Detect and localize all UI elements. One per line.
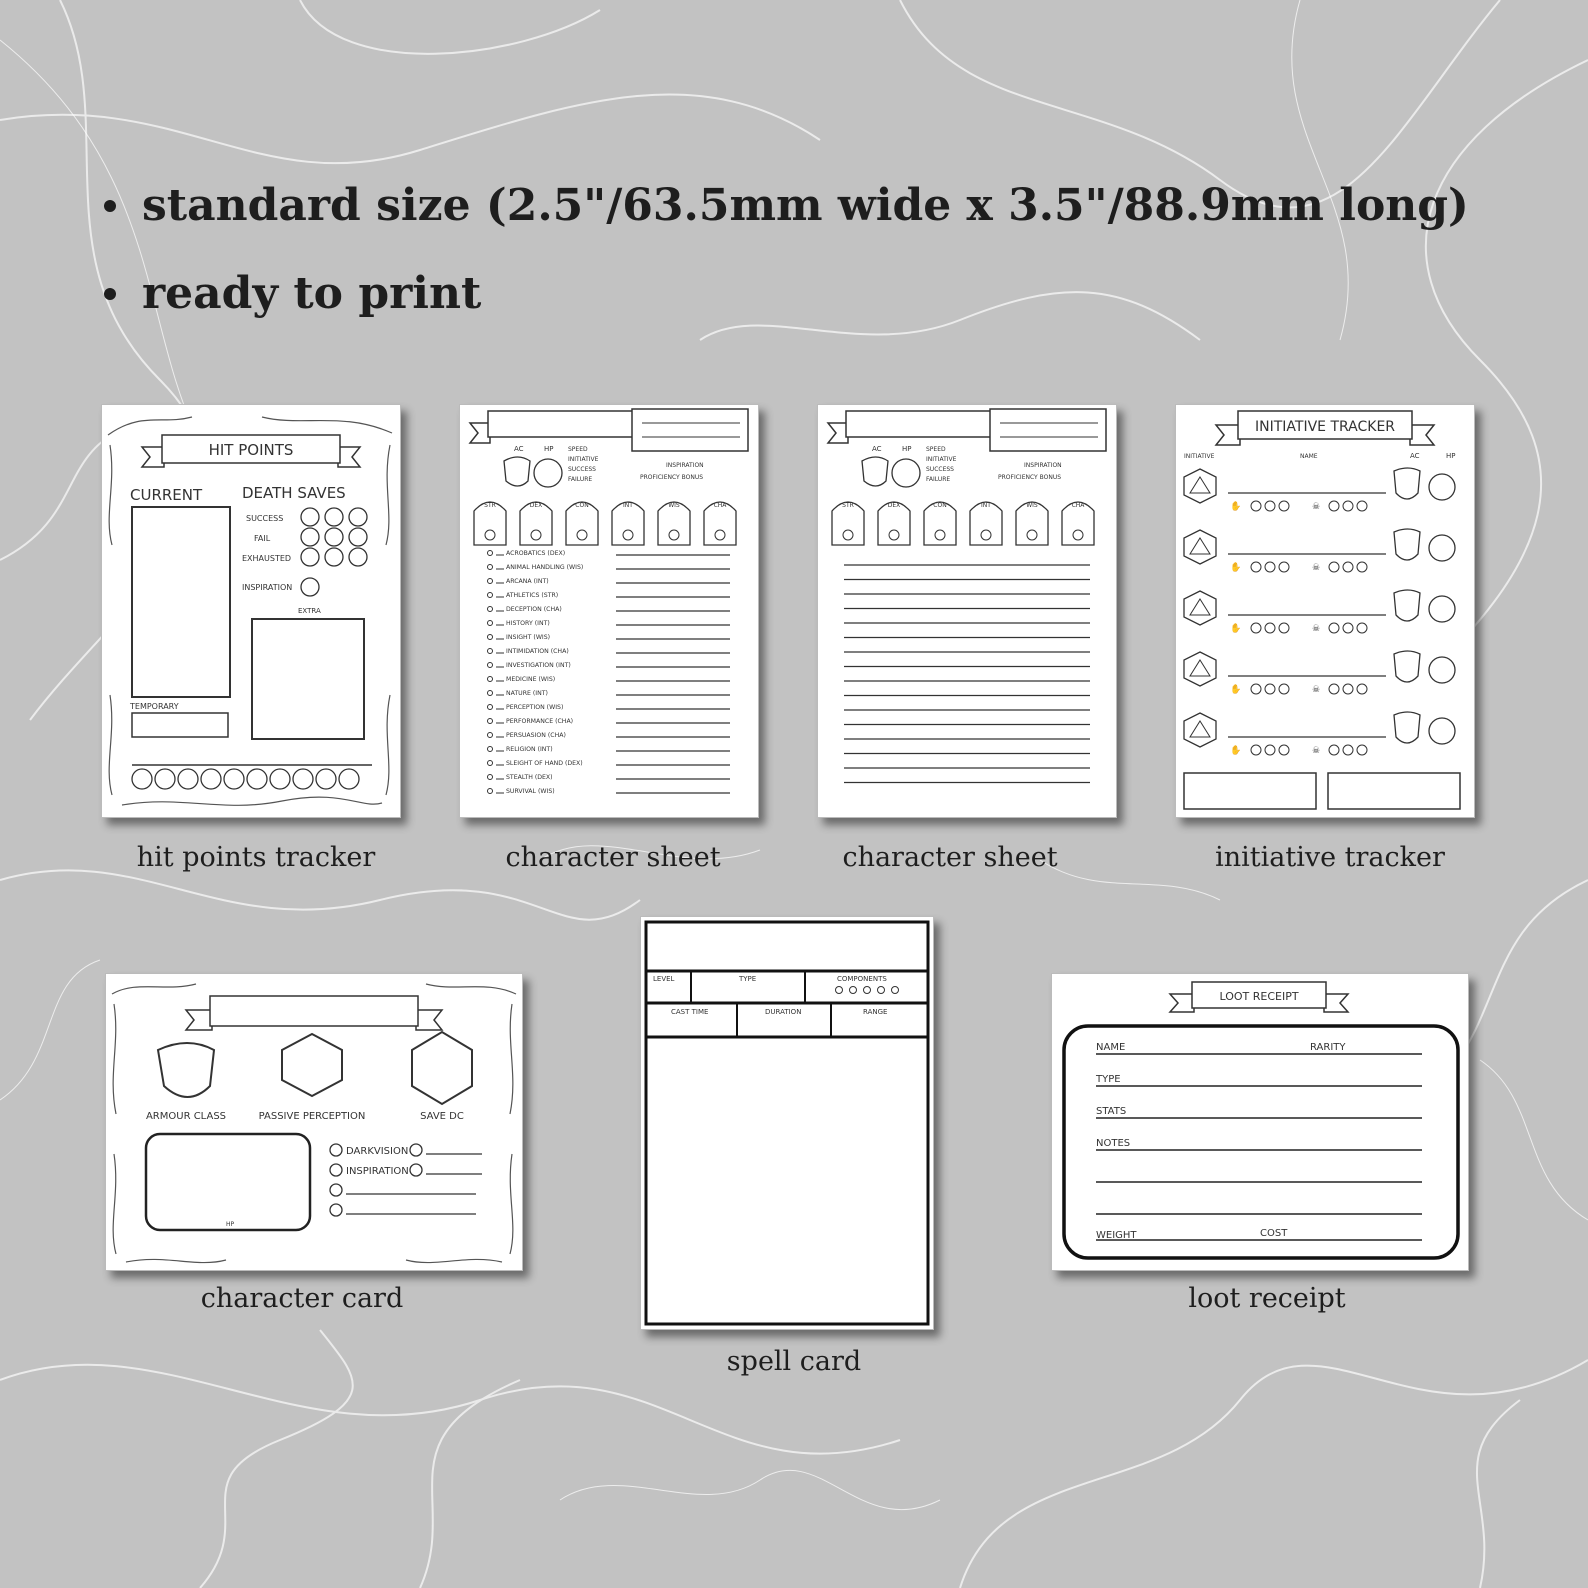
duration-label: DURATION bbox=[765, 1008, 802, 1016]
skill-row[interactable] bbox=[488, 774, 731, 781]
ability-score-cha[interactable] bbox=[704, 502, 736, 545]
thumb-icon: ✋ bbox=[1230, 502, 1242, 512]
skill-label: ACROBATICS (DEX) bbox=[506, 550, 566, 557]
extra-label: EXTRA bbox=[298, 607, 321, 615]
ability-label: STR bbox=[842, 502, 854, 509]
success-label: SUCCESS bbox=[926, 466, 954, 473]
hp-label: HP bbox=[544, 445, 554, 453]
skill-row[interactable] bbox=[488, 760, 731, 767]
initiative-title: INITIATIVE TRACKER bbox=[1254, 419, 1396, 435]
thumb-icon: ✋ bbox=[1230, 746, 1242, 756]
ability-score-con[interactable] bbox=[924, 502, 956, 545]
skill-row[interactable] bbox=[488, 718, 731, 725]
shield-icon bbox=[504, 457, 530, 486]
skill-label: NATURE (INT) bbox=[506, 690, 548, 697]
initiative-tracker-card bbox=[1175, 404, 1475, 818]
failure-label: FAILURE bbox=[926, 476, 951, 483]
loot-title: LOOT RECEIPT bbox=[1219, 990, 1299, 1003]
character-card bbox=[105, 973, 523, 1271]
shield-icon bbox=[1394, 651, 1420, 682]
ability-label: INT bbox=[623, 502, 633, 509]
skill-label: SLEIGHT OF HAND (DEX) bbox=[506, 760, 583, 767]
skill-label: ARCANA (INT) bbox=[506, 578, 549, 585]
ability-label: DEX bbox=[887, 502, 901, 509]
component-circles[interactable] bbox=[836, 987, 899, 994]
caption-character-sheet: character sheet bbox=[505, 842, 721, 873]
skill-label: MEDICINE (WIS) bbox=[506, 676, 556, 683]
caption-hit-points: hit points tracker bbox=[136, 842, 376, 873]
d20-icon bbox=[1184, 713, 1216, 747]
notes-lines[interactable] bbox=[844, 565, 1090, 783]
initiative-label: INITIATIVE bbox=[926, 456, 957, 463]
inspiration-label: INSPIRATION bbox=[242, 583, 293, 592]
skill-label: RELIGION (INT) bbox=[506, 746, 553, 753]
skill-label: DECEPTION (CHA) bbox=[506, 606, 562, 613]
components-label: COMPONENTS bbox=[837, 975, 887, 983]
hp-label: HP bbox=[226, 1221, 235, 1228]
skill-label: HISTORY (INT) bbox=[506, 620, 550, 627]
heart-potion-icon bbox=[1429, 657, 1455, 683]
success-label: SUCCESS bbox=[568, 466, 596, 473]
passive-perception-label: PASSIVE PERCEPTION bbox=[258, 1111, 366, 1122]
weight-label: WEIGHT bbox=[1096, 1230, 1137, 1241]
ability-score-dex[interactable] bbox=[520, 502, 552, 545]
feature-text: standard size (2.5"/63.5mm wide x 3.5"/88.9mm long) bbox=[142, 180, 1469, 231]
heart-potion-icon bbox=[892, 459, 920, 487]
ability-score-int[interactable] bbox=[970, 502, 1002, 545]
inspiration-label: INSPIRATION bbox=[666, 462, 704, 469]
skill-label: PERCEPTION (WIS) bbox=[506, 704, 564, 711]
skill-row[interactable] bbox=[488, 676, 731, 683]
ability-label: CON bbox=[575, 502, 589, 509]
ability-scores bbox=[474, 502, 736, 545]
skill-row[interactable] bbox=[488, 550, 731, 557]
death-save-circles[interactable] bbox=[301, 508, 367, 596]
shield-icon bbox=[158, 1043, 214, 1097]
ability-scores bbox=[832, 502, 1094, 545]
feature-text: ready to print bbox=[142, 268, 482, 319]
skull-icon: ☠ bbox=[1312, 502, 1321, 512]
skills-list bbox=[488, 550, 731, 795]
current-hp-box[interactable] bbox=[132, 507, 230, 697]
initiative-row[interactable] bbox=[1184, 590, 1455, 634]
ability-score-wis[interactable] bbox=[1016, 502, 1048, 545]
caption-spell: spell card bbox=[726, 1346, 862, 1377]
ability-score-str[interactable] bbox=[474, 502, 506, 545]
death-saves-label: DEATH SAVES bbox=[242, 484, 346, 502]
ability-label: CON bbox=[933, 502, 947, 509]
skill-row[interactable] bbox=[488, 746, 731, 753]
type-label: TYPE bbox=[739, 975, 757, 983]
caption-character-sheet-notes: character sheet bbox=[842, 842, 1058, 873]
ability-score-str[interactable] bbox=[832, 502, 864, 545]
skill-label: PERSUASION (CHA) bbox=[506, 732, 566, 739]
skill-row[interactable] bbox=[488, 564, 731, 571]
skill-row[interactable] bbox=[488, 662, 731, 669]
heart-potion-icon bbox=[1429, 535, 1455, 561]
hexagon-icon bbox=[412, 1032, 472, 1104]
name-label: NAME bbox=[1096, 1042, 1126, 1053]
feature-item bbox=[100, 178, 1469, 266]
inspiration-label: INSPIRATION bbox=[1024, 462, 1062, 469]
initiative-row[interactable] bbox=[1184, 529, 1455, 573]
d20-icon bbox=[1184, 591, 1216, 625]
shield-icon bbox=[862, 457, 888, 486]
initiative-rows bbox=[1184, 468, 1455, 756]
speed-label: SPEED bbox=[926, 446, 946, 453]
fail-label: FAIL bbox=[254, 534, 271, 543]
bullet-icon bbox=[104, 288, 116, 300]
shield-icon bbox=[1394, 712, 1420, 743]
feature-list bbox=[100, 178, 1469, 354]
speed-label: SPEED bbox=[568, 446, 588, 453]
loot-receipt-card bbox=[1051, 973, 1469, 1271]
character-sheet-notes-card bbox=[817, 404, 1117, 818]
notes-label: NOTES bbox=[1096, 1138, 1131, 1149]
success-label: SUCCESS bbox=[246, 514, 284, 523]
stats-label: STATS bbox=[1096, 1106, 1127, 1117]
inspiration-label: INSPIRATION bbox=[346, 1166, 409, 1177]
skill-row[interactable] bbox=[488, 592, 731, 599]
skill-row[interactable] bbox=[488, 620, 731, 627]
skill-label: PERFORMANCE (CHA) bbox=[506, 718, 574, 725]
hp-box[interactable] bbox=[146, 1134, 310, 1230]
skill-label: STEALTH (DEX) bbox=[506, 774, 553, 781]
ability-score-int[interactable] bbox=[612, 502, 644, 545]
notes-box-right[interactable] bbox=[1328, 773, 1460, 809]
cast-time-label: CAST TIME bbox=[671, 1008, 709, 1016]
level-label: LEVEL bbox=[653, 975, 675, 983]
skill-row[interactable] bbox=[488, 578, 731, 585]
feature-item bbox=[100, 266, 1469, 354]
hexagon-icon bbox=[282, 1034, 342, 1096]
ac-label: AC bbox=[872, 445, 882, 453]
skill-label: INSIGHT (WIS) bbox=[506, 634, 551, 641]
ability-label: WIS bbox=[1026, 502, 1038, 509]
ability-label: INT bbox=[981, 502, 991, 509]
vine-border-icon bbox=[108, 417, 392, 805]
current-label: CURRENT bbox=[130, 486, 203, 504]
proficiency-label: PROFICIENCY BONUS bbox=[998, 474, 1062, 481]
darkvision-label: DARKVISION bbox=[346, 1146, 409, 1157]
skull-icon: ☠ bbox=[1312, 746, 1321, 756]
thumb-icon: ✋ bbox=[1230, 685, 1242, 695]
initiative-label: INITIATIVE bbox=[568, 456, 599, 463]
caption-loot: loot receipt bbox=[1188, 1283, 1346, 1314]
rarity-label: RARITY bbox=[1310, 1042, 1346, 1053]
ability-score-wis[interactable] bbox=[658, 502, 690, 545]
skill-row[interactable] bbox=[488, 732, 731, 739]
skill-row[interactable] bbox=[488, 648, 731, 655]
spell-card bbox=[640, 916, 934, 1330]
type-label: TYPE bbox=[1096, 1074, 1121, 1085]
skull-icon: ☠ bbox=[1312, 685, 1321, 695]
exhausted-label: EXHAUSTED bbox=[242, 554, 292, 563]
col-name: NAME bbox=[1300, 453, 1318, 460]
skill-row[interactable] bbox=[488, 704, 731, 711]
ability-label: DEX bbox=[529, 502, 543, 509]
initiative-row[interactable] bbox=[1184, 712, 1455, 756]
heart-potion-icon bbox=[1429, 718, 1455, 744]
hit-dice-circles[interactable] bbox=[132, 769, 359, 789]
skull-icon: ☠ bbox=[1312, 624, 1321, 634]
d20-icon bbox=[1184, 652, 1216, 686]
ability-score-dex[interactable] bbox=[878, 502, 910, 545]
ability-label: CHA bbox=[713, 502, 727, 509]
ability-label: WIS bbox=[668, 502, 680, 509]
skill-row[interactable] bbox=[488, 690, 731, 697]
save-dc-label: SAVE DC bbox=[420, 1111, 464, 1122]
d20-icon bbox=[1184, 469, 1216, 503]
ability-score-con[interactable] bbox=[566, 502, 598, 545]
hp-label: HP bbox=[902, 445, 912, 453]
skill-label: INVESTIGATION (INT) bbox=[506, 662, 571, 669]
skill-row[interactable] bbox=[488, 634, 731, 641]
banner-icon bbox=[470, 411, 638, 443]
name-box[interactable] bbox=[990, 409, 1106, 451]
bullet-icon bbox=[104, 200, 116, 212]
col-ac: AC bbox=[1410, 452, 1420, 460]
temporary-label: TEMPORARY bbox=[130, 702, 179, 711]
col-initiative: INITIATIVE bbox=[1184, 453, 1215, 460]
proficiency-label: PROFICIENCY BONUS bbox=[640, 474, 704, 481]
skill-label: ATHLETICS (STR) bbox=[506, 592, 559, 599]
col-hp: HP bbox=[1446, 452, 1456, 460]
caption-initiative: initiative tracker bbox=[1215, 842, 1445, 873]
thumb-icon: ✋ bbox=[1230, 563, 1242, 573]
loot-lines[interactable] bbox=[1096, 1054, 1422, 1240]
shield-icon bbox=[1394, 590, 1420, 621]
skill-label: INTIMIDATION (CHA) bbox=[506, 648, 569, 655]
temporary-hp-box[interactable] bbox=[132, 713, 228, 737]
cost-label: COST bbox=[1260, 1228, 1288, 1239]
d20-icon bbox=[1184, 530, 1216, 564]
ability-label: STR bbox=[484, 502, 496, 509]
hit-points-card bbox=[101, 404, 401, 818]
skill-row[interactable] bbox=[488, 606, 731, 613]
banner-icon bbox=[828, 411, 996, 443]
notes-box-left[interactable] bbox=[1184, 773, 1316, 809]
shield-icon bbox=[1394, 468, 1420, 499]
name-box[interactable] bbox=[632, 409, 748, 451]
ac-label: AC bbox=[514, 445, 524, 453]
failure-label: FAILURE bbox=[568, 476, 593, 483]
armour-class-label: ARMOUR CLASS bbox=[145, 1111, 227, 1122]
range-label: RANGE bbox=[863, 1008, 888, 1016]
banner-icon bbox=[186, 996, 442, 1030]
heart-potion-icon bbox=[1429, 596, 1455, 622]
character-sheet-card bbox=[459, 404, 759, 818]
skill-row[interactable] bbox=[488, 788, 731, 795]
initiative-row[interactable] bbox=[1184, 651, 1455, 695]
heart-potion-icon bbox=[1429, 474, 1455, 500]
skill-label: SURVIVAL (WIS) bbox=[506, 788, 555, 795]
thumb-icon: ✋ bbox=[1230, 624, 1242, 634]
ability-label: CHA bbox=[1071, 502, 1085, 509]
initiative-row[interactable] bbox=[1184, 468, 1455, 512]
hit-points-title: HIT POINTS bbox=[208, 441, 294, 459]
ability-score-cha[interactable] bbox=[1062, 502, 1094, 545]
skill-label: ANIMAL HANDLING (WIS) bbox=[506, 564, 584, 571]
extra-hp-box[interactable] bbox=[252, 619, 364, 739]
heart-potion-icon bbox=[534, 459, 562, 487]
skull-icon: ☠ bbox=[1312, 563, 1321, 573]
caption-character-card: character card bbox=[200, 1283, 404, 1314]
shield-icon bbox=[1394, 529, 1420, 560]
